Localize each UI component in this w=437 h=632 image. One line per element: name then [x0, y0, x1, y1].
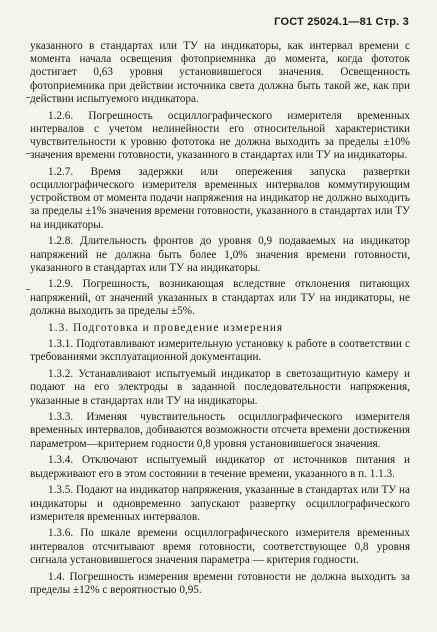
document-body [30, 40, 410, 600]
paragraph-1-4: 1.4. Погрешность измерения времени готовности не должна выходить за пределы ±12% с вероятностью 0,95. [30, 570, 410, 596]
paragraph-1-3-5: 1.3.5. Подают на индикатор напряжения, указанные в стандартах или ТУ на индикаторы и одновременно запускают развертку осциллографического измерителя временных интервалов. [30, 484, 410, 523]
paragraph-1-3-6: 1.3.6. По шкале времени осциллографического измерителя временных интервалов отсчитывают время готовности, соответствующее 0,8 уровня сигнала установившегося значения параметра — критерия годности. [30, 527, 410, 566]
paragraph-1-2-9: 1.2.9. Погрешность, возникающая вследствие отклонения питающих напряжений, от значений указанных в стандартах или ТУ на индикаторы, не должна выходить за пределы ±5%. [30, 278, 410, 317]
paragraph-1-2-6: 1.2.6. Погрешность осциллографического измерителя временных интервалов с учетом нелинейности его относительной характеристики чувствительности к уровню фототока не должна выходить за пределы ±10% значения времени готовности, указанного в стандартах или ТУ на индикаторы. [30, 109, 410, 162]
paragraph-continuation: указанного в стандартах или ТУ на индикаторы, как интервал времени с момента начала освещения фотоприемника до момента, когда фототок достигает 0,63 уровня установившегося значения. Освещенность фотоприемника при действии источника света должна быть такой же, как при действии испытуемого индикатора. [30, 40, 410, 105]
paragraph-1-3-4: 1.3.4. Отключают испытуемый индикатор от источников питания и выдерживают его в этом состоянии в течение времени, указанного в п. 1.1.3. [30, 454, 410, 480]
paragraph-1-3-3: 1.3.3. Изменяя чувствительность осциллографического измерителя временных интервалов, добиваются возможности отсчета времени достижения параметром—критерием годности 0,8 уровня установившегося значения. [30, 411, 410, 450]
paragraph-1-2-8: 1.2.8. Длительность фронтов до уровня 0,9 подаваемых на индикатор напряжений не должна быть более 1,0% значения времени готовности, указанного в стандартах или ТУ на индикаторы. [30, 235, 410, 274]
paragraph-1-2-7: 1.2.7. Время задержки или опережения запуска развертки осциллографического измерителя временных интервалов коммутирующим устройством от момента подачи напряжения на индикатор не должно выходить за пределы ±1% значения времени готовности, указанного в стандартах или ТУ на индикаторы. [30, 165, 410, 231]
paragraph-1-3-1: 1.3.1. Подготавливают измерительную установку к работе в соответствии с требованиями эксплуатационной документации. [30, 338, 410, 364]
section-heading-1-3: 1.3. Подготовка и проведение измерения [48, 322, 284, 335]
paragraph-1-3-2: 1.3.2. Устанавливают испытуемый индикатор в светозащитную камеру и подают на его электроды в заданной последовательности напряжения, указанные в стандартах или ТУ на индикаторы. [30, 368, 410, 407]
page-header: ГОСТ 25024.1—81 Стр. 3 [274, 16, 409, 28]
